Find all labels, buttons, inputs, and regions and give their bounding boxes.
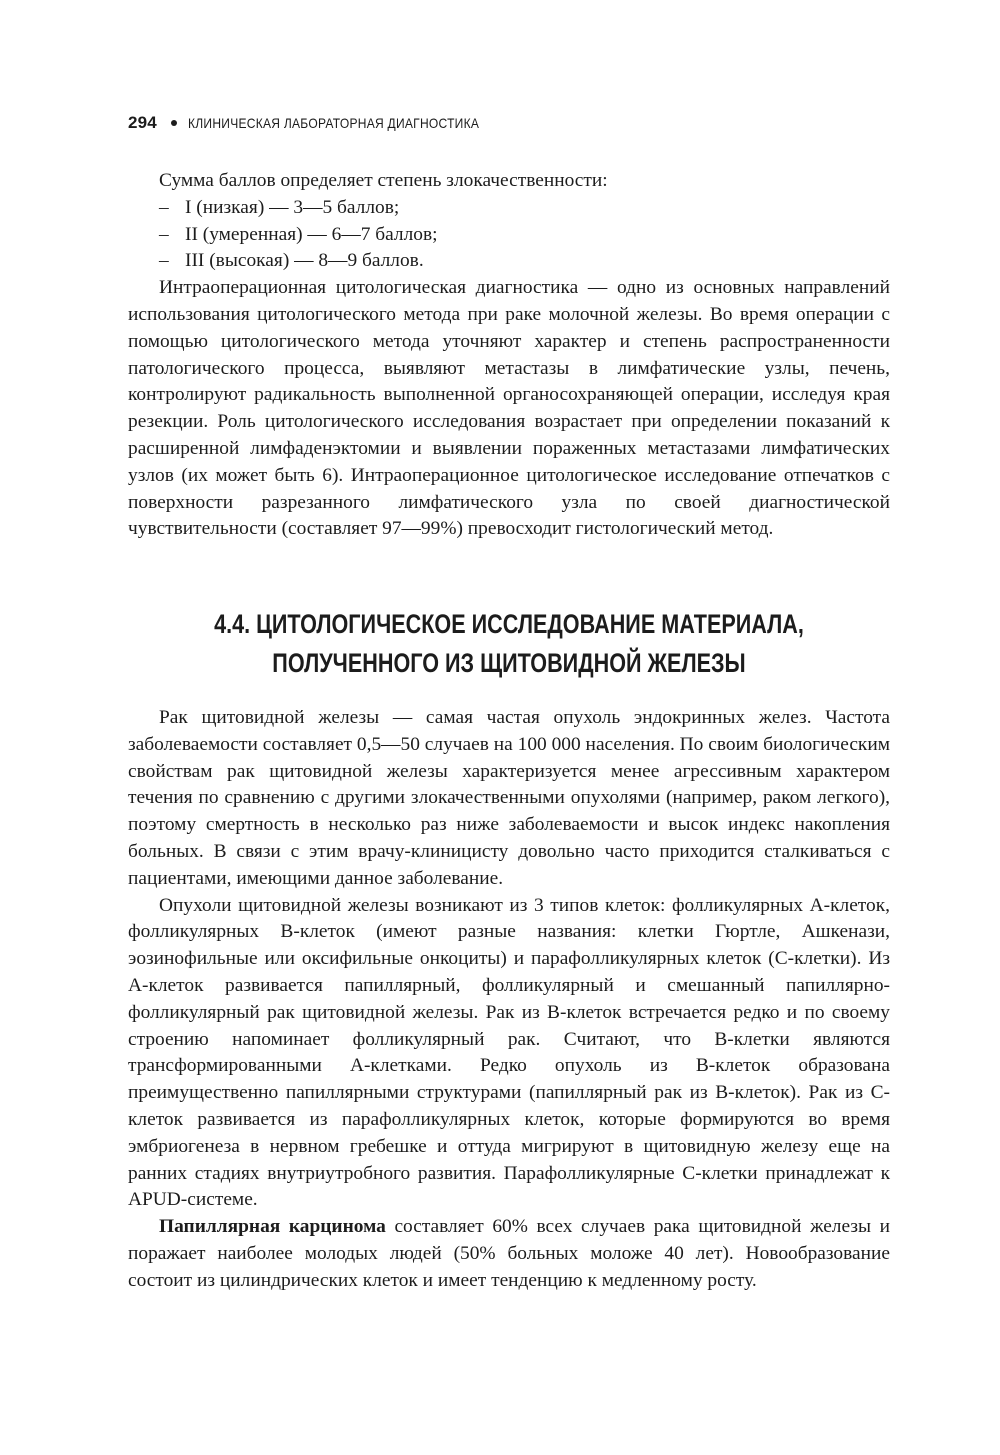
text-block-2 [128,705,890,1295]
running-header [128,110,527,136]
grade-list [128,195,890,275]
term-papillary-carcinoma: Папиллярная карцинома [159,1216,386,1238]
paragraph-papillary-text: составляет 60% всех случаев рака щитовидной железы и поражает наиболее молодых людей (50% больных моложе 40 лет). Новообразование состоит из цилиндрических клеток и имеет тенденцию к медленному росту. [128,1216,891,1291]
bullet-icon [171,120,177,126]
running-title: КЛИНИЧЕСКАЯ ЛАБОРАТОРНАЯ ДИАГНОСТИКА [187,115,480,131]
text-block-1 [128,168,890,543]
paragraph-cell-types: Опухоли щитовидной железы возникают из 3 типов клеток: фолликулярных А-клеток, фолликулярных В-клеток (имеют разные названия: клетки Гюртле, Ашкенази, эозинофильные или оксифильные онкоциты) и парафолликулярных клеток (С-клетки). Из А-клеток развивается папиллярный, фолликулярный и смешанный папиллярно-фолликулярный рак щитовидной железы. Рак из В-клеток встречается редко и по своему строению напоминает фолликулярный рак. Считают, что В-клетки являются трансформированными А-клетками. Редко опухоль из В-клеток образована преимущественно папиллярными структурами (папиллярный рак из В-клеток). Рак из С-клеток развивается из парафолликулярных клеток, которые формируются во время эмбриогенеза в нервном гребешке и оттуда мигрируют в щитовидную железу еще на ранних стадиях внутриутробного развития. Парафолликулярные С-клетки принадлежат к APUD-системе. [128,894,890,1211]
page-number: 294 [128,113,157,132]
list-item: – II (умеренная) — 6—7 баллов; [159,223,438,245]
heading-line-2: ПОЛУЧЕННОГО ИЗ ЩИТОВИДНОЙ ЖЕЛЕЗЫ [272,648,746,678]
heading-line-1: 4.4. ЦИТОЛОГИЧЕСКОЕ ИССЛЕДОВАНИЕ МАТЕРИАЛА, [214,609,804,639]
list-item: – III (высокая) — 8—9 баллов. [159,250,424,272]
paragraph-intraoperative: Интраоперационная цитологическая диагностика — одно из основных направлений использования цитологического метода при раке молочной железы. Во время операции с помощью цитологического метода уточняют характер и степень распространенности патологического процесса, выявляют метастазы в лимфатические узлы, печень, контролируют радикальность выполненной органосохраняющей операции, исследуя края резекции. Роль цитологического исследования возрастает при определении показаний к расширенной лимфаденэктомии и выявлении пораженных метастазами лимфатических узлов (их может быть 6). Интраоперационное цитологическое исследование отпечатков с поверхности разрезанного лимфатического узла по своей диагностической чувствительности (составляет 97—99%) превосходит гистологический метод. [128,277,890,540]
list-item: – I (низкая) — 3—5 баллов; [159,196,400,218]
list-intro: Сумма баллов определяет степень злокачественности: [159,170,608,191]
paragraph-thyroid-cancer: Рак щитовидной железы — самая частая опухоль эндокринных желез. Частота заболеваемости составляет 0,5—50 случаев на 100 000 населения. По своим биологическим свойствам рак щитовидной железы характеризуется менее агрессивным характером течения по сравнению с другими злокачественными опухолями (например, раком легкого), поэтому смертность в несколько раз ниже заболеваемости и высок индекс накопления больных. В связи с этим врачу-клиницисту довольно часто приходится сталкиваться с пациентами, имеющими данное заболевание. [128,707,890,889]
section-heading [128,605,890,683]
paragraph-papillary [128,1214,890,1294]
